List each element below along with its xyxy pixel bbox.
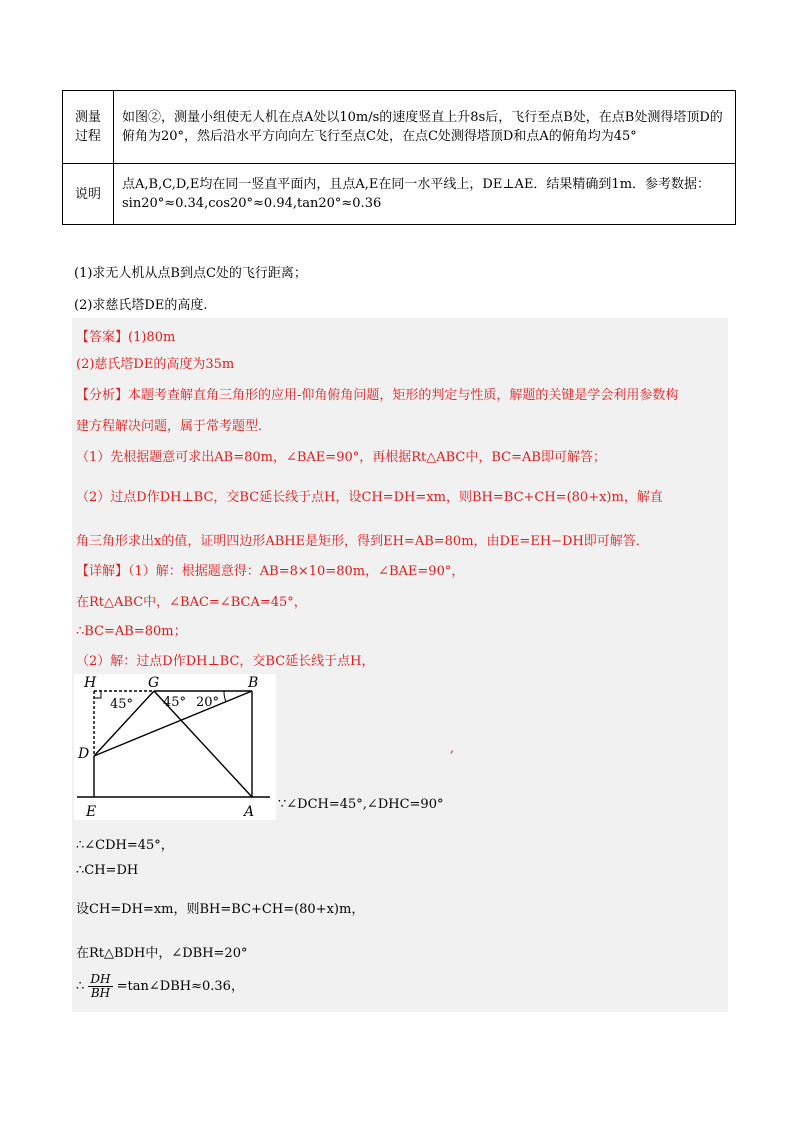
question-2: (2)求慈氏塔DE的高度. xyxy=(74,298,208,313)
label-h: H xyxy=(84,675,97,691)
therefore-symbol: ∴ xyxy=(76,979,85,994)
table-row xyxy=(63,164,736,225)
detail-line-10 xyxy=(76,973,244,1000)
question-1: (1)求无人机从点B到点C处的飞行距离； xyxy=(74,266,307,281)
detail-line-5: ∵∠DCH=45°,∠DHC=90° xyxy=(278,797,444,812)
analysis-line-4: （2）过点D作DH⊥BC，交BC延长线于点H，设CH=DH=xm，则BH=BC+CH=(80+x)m，解直 xyxy=(76,490,663,505)
answer-text: (1)80m xyxy=(128,330,176,345)
angle-label-3: 20° xyxy=(196,695,220,710)
answer-line-2: (2)慈氏塔DE的高度为35m xyxy=(76,357,235,372)
fraction-tail: =tan∠DBH≈0.36， xyxy=(116,979,244,994)
row-text: 点A,B,C,D,E均在同一竖直平面内，且点A,E在同一水平线上，DE⊥AE．结果精确到1m．参考数据：sin20°≈0.34,cos20°≈0.94,tan20°≈0.36 xyxy=(114,164,736,225)
row-label: 说明 xyxy=(63,164,114,225)
analysis-text: 本题考查解直角三角形的应用-仰角俯角问题，矩形的判定与性质，解题的关键是学会利用参数构 xyxy=(128,388,679,403)
analysis-line-1 xyxy=(76,384,678,403)
detail-tag: 【详解】 xyxy=(76,564,129,579)
answer-tag: 【答案】 xyxy=(76,330,129,345)
detail-comma: , xyxy=(450,741,455,756)
analysis-line-2: 建方程解决问题，属于常考题型． xyxy=(76,419,272,434)
analysis-tag: 【分析】 xyxy=(76,388,129,403)
analysis-line-5: 角三角形求出x的值，证明四边形ABHE是矩形，得到EH=AB=80m，由DE=EH−DH即可解答． xyxy=(76,534,649,549)
fraction-numerator: DH xyxy=(90,972,111,986)
analysis-line-3: （1）先根据题意可求出AB=80m，∠BAE=90°，再根据Rt△ABC中，BC=AB即可解答； xyxy=(76,450,606,465)
row-label: 测量过程 xyxy=(63,91,114,164)
table-row xyxy=(63,91,736,164)
detail-line-2: 在Rt△ABC中，∠BAC=∠BCA=45°， xyxy=(76,595,307,610)
detail-text: （1）解：根据题意得：AB=8×10=80m，∠BAE=90°， xyxy=(128,564,465,579)
detail-line-1 xyxy=(76,560,464,579)
detail-line-8: 设CH=DH=xm，则BH=BC+CH=(80+x)m， xyxy=(76,902,365,917)
detail-line-3: ∴BC=AB=80m； xyxy=(76,624,187,639)
detail-line-4: （2）解：过点D作DH⊥BC，交BC延长线于点H， xyxy=(76,654,375,669)
fraction-denominator: BH xyxy=(90,986,111,1000)
info-table xyxy=(62,90,736,225)
angle-label-2: 45° xyxy=(163,695,187,710)
detail-line-9: 在Rt△BDH中，∠DBH=20° xyxy=(76,946,248,961)
detail-line-7: ∴CH=DH xyxy=(76,863,139,878)
angle-label-1: 45° xyxy=(110,697,134,712)
right-angle-mark xyxy=(94,691,101,698)
detail-line-6: ∴∠CDH=45°， xyxy=(76,838,174,853)
geometry-figure xyxy=(74,674,276,820)
angle-arc xyxy=(224,691,226,702)
figure-svg xyxy=(74,674,276,820)
label-g: G xyxy=(148,675,160,691)
fraction xyxy=(88,973,112,1000)
label-a: A xyxy=(244,804,255,820)
answer-line-1 xyxy=(76,326,175,345)
label-d: D xyxy=(78,746,90,762)
label-e: E xyxy=(86,804,97,820)
row-text: 如图②，测量小组使无人机在点A处以10m/s的速度竖直上升8s后，飞行至点B处，在点B处测得塔顶D的俯角为20°，然后沿水平方向向左飞行至点C处，在点C处测得塔顶D和点A的俯角均为45° xyxy=(114,91,736,164)
label-b: B xyxy=(248,675,259,691)
